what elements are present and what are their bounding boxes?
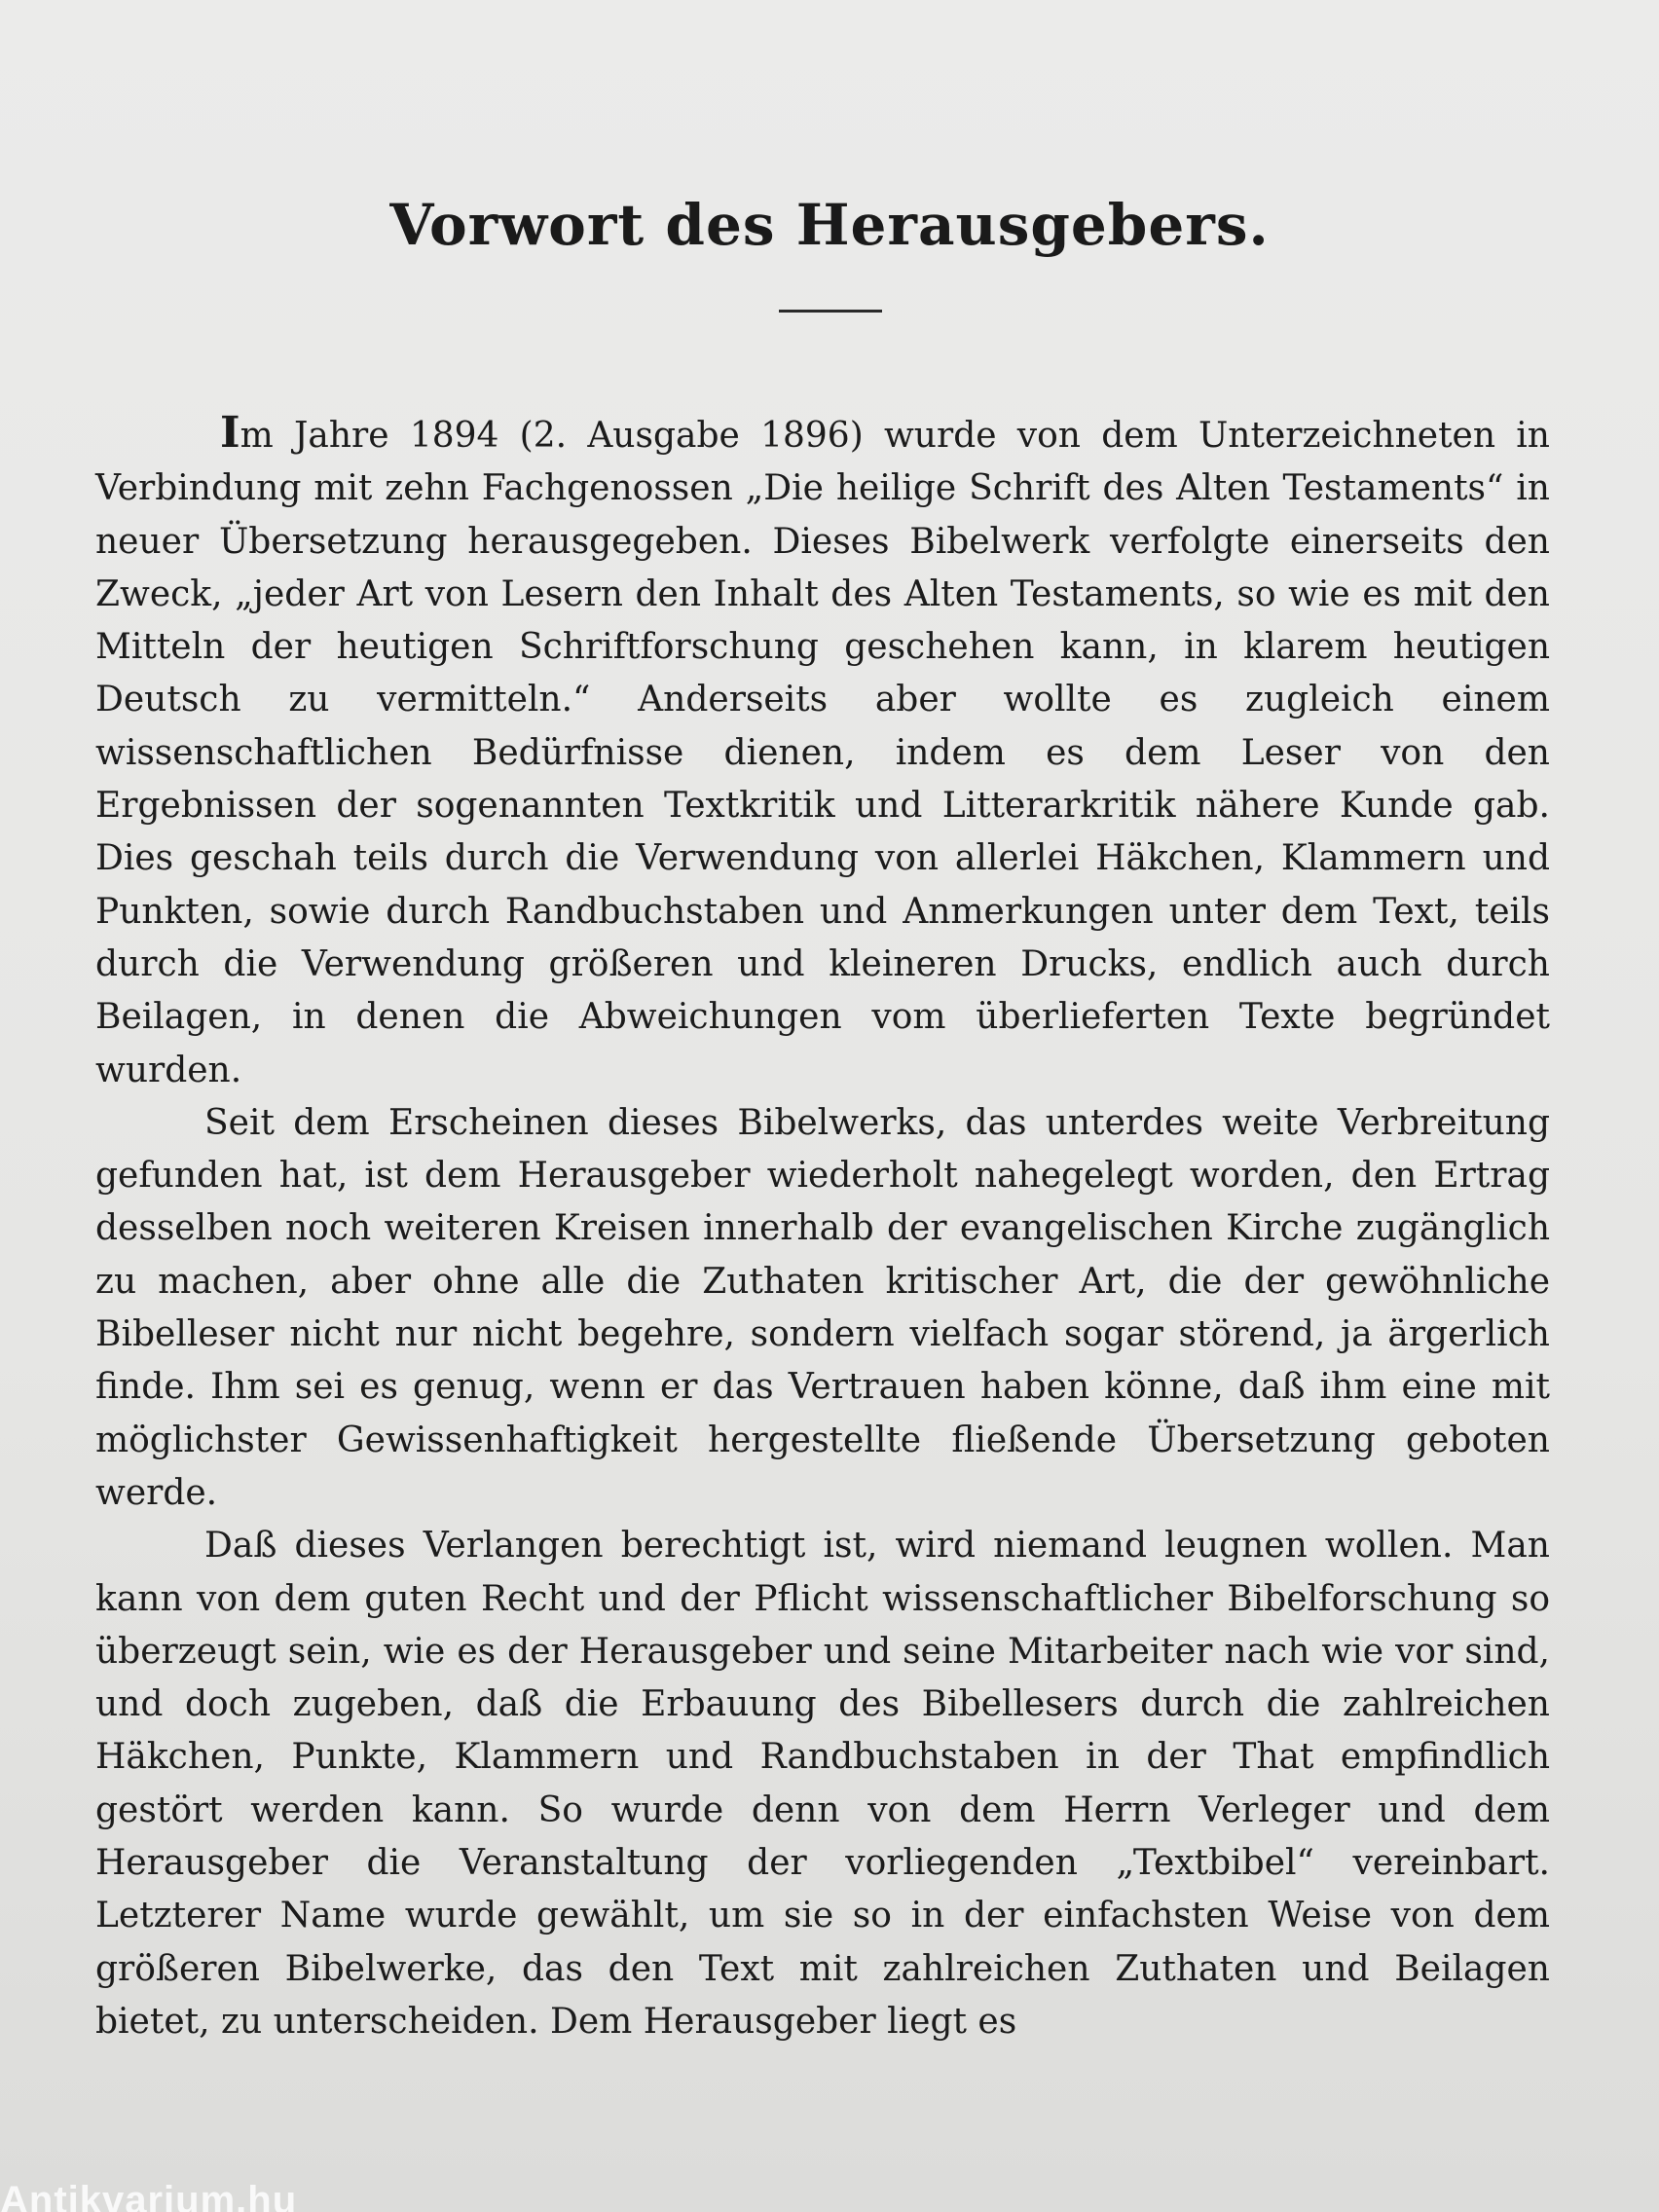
title-divider [779,310,882,313]
paragraph-2: Seit dem Erscheinen dieses Bibelwerks, das unterdes weite Verbreitung gefunden hat, ist dem Herausgeber wiederholt nahegelegt worden, den Ertrag desselben noch weiteren Kreisen innerhalb der evangelischen Kirche zugänglich zu machen, aber ohne alle die Zuthaten kritischer Art, die der gewöhnliche Bibelleser nicht nur nicht begehre, sondern vielfach sogar störend, ja ärgerlich finde. Ihm sei es genug, wenn er das Vertrauen haben könne, daß ihm eine mit möglichster Gewissenhaftigkeit hergestellte fließende Übersetzung geboten werde. [95,1102,1550,1513]
paragraph-1: Im Jahre 1894 (2. Ausgabe 1896) wurde von dem Unterzeichneten in Verbindung mit zehn Fachgenossen „Die heilige Schrift des Alten Testaments“ in neuer Übersetzung herausgegeben. Dieses Bibelwerk verfolgte einerseits den Zweck, „jeder Art von Lesern den Inhalt des Alten Testaments, so wie es mit den Mitteln der heutigen Schriftforschung geschehen kann, in klarem heutigen Deutsch zu vermitteln.“ Anderseits aber wollte es zugleich einem wissenschaftlichen Bedürfnisse dienen, indem es dem Leser von den Ergebnissen der sogenannten Textkritik und Litterarkritik nähere Kunde gab. Dies geschah teils durch die Verwendung von allerlei Häkchen, Klammern und Punkten, sowie durch Randbuchstaben und Anmerkungen unter dem Text, teils durch die Verwendung größeren und kleineren Drucks, endlich auch durch Beilagen, in denen die Abweichungen vom überlieferten Texte begründet wurden. [95,408,1550,1090]
watermark-text: Antikvarium.hu [0,2179,298,2212]
preface-body [95,407,1550,2048]
page-title: Vorwort des Herausgebers. [389,191,1270,258]
paragraph-3: Daß dieses Verlangen berechtigt ist, wird niemand leugnen wollen. Man kann von dem guten Recht und der Pflicht wissenschaftlicher Bibelforschung so überzeugt sein, wie es der Herausgeber und seine Mitarbeiter nach wie vor sind, und doch zugeben, daß die Erbauung des Bibellesers durch die zahlreichen Häkchen, Punkte, Klammern und Randbuchstaben in der That empfindlich gestört werden kann. So wurde denn von dem Herrn Verleger und dem Herausgeber die Veranstaltung der vorliegenden „Textbibel“ vereinbart. Letzterer Name wurde gewählt, um sie so in der einfachsten Weise von dem größeren Bibelwerke, das den Text mit zahlreichen Zuthaten und Beilagen bietet, zu unterscheiden. Dem Herausgeber liegt es [95,1526,1550,2042]
